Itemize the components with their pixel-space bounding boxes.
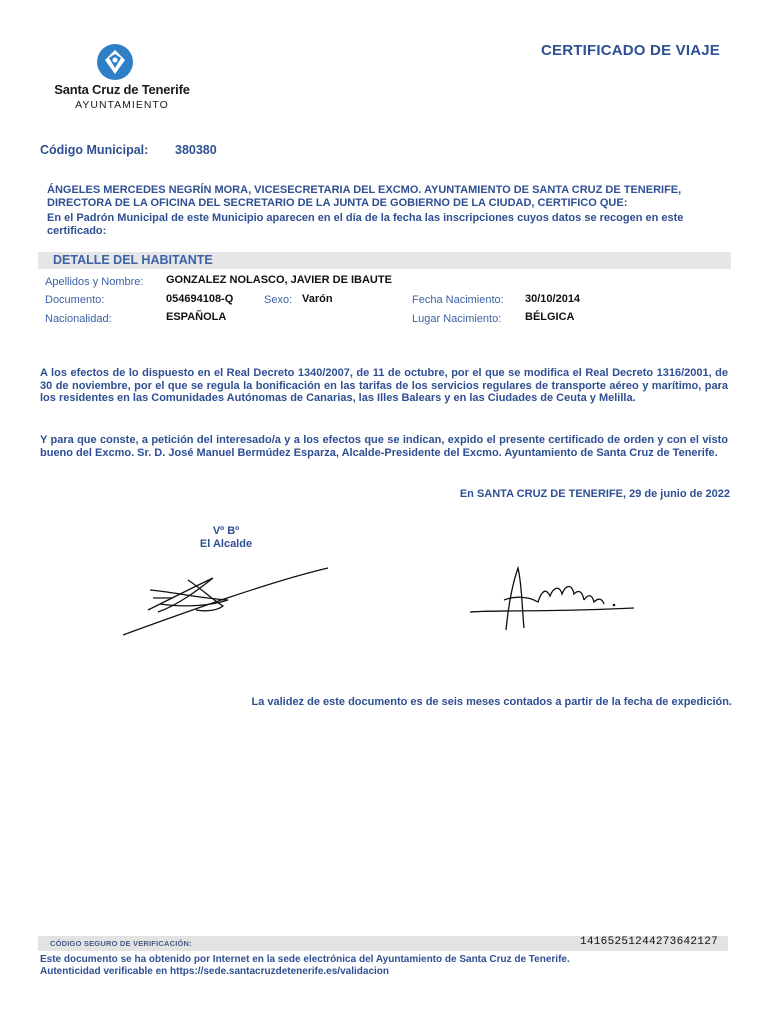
municipal-code-label: Código Municipal: — [40, 143, 149, 157]
nationality-label: Nacionalidad: — [45, 313, 112, 325]
certifier-heading: ÁNGELES MERCEDES NEGRÍN MORA, VICESECRETARIA DEL EXCMO. AYUNTAMIENTO DE SANTA CRUZ DE TENERIFE, DIRECTORA DE LA OFICINA DEL SECRETARIO DE LA JUNTA DE GOBIERNO DE LA CIUDAD, CERTIFICO QUE: — [47, 184, 682, 209]
name-value: GONZALEZ NOLASCO, JAVIER DE IBAUTE — [166, 274, 392, 286]
logo-name: Santa Cruz de Tenerife — [54, 82, 190, 97]
city-logo-text — [47, 82, 197, 111]
birth-date-value: 30/10/2014 — [525, 293, 581, 305]
mayor-approval — [190, 525, 262, 551]
issue-date-line: En SANTA CRUZ DE TENERIFE, 29 de junio de 2022 — [459, 488, 730, 500]
city-logo-icon — [95, 42, 135, 82]
name-label: Apellidos y Nombre: — [45, 276, 144, 288]
document-title: CERTIFICADO DE VIAJE — [540, 42, 720, 59]
verification-code-label: CÓDIGO SEGURO DE VERIFICACIÓN: — [50, 939, 192, 948]
footer-verification-link[interactable]: Autenticidad verificable en https://sede.santacruzdetenerife.es/validacion — [40, 966, 389, 977]
certification-intro: En el Padrón Municipal de este Municipio aparecen en el día de la fecha las inscripciones cuyos datos se recogen en este certificado: — [47, 212, 684, 237]
birth-place-label: Lugar Nacimiento: — [412, 313, 502, 325]
municipal-code-value: 380380 — [175, 143, 217, 157]
validity-notice: La validez de este documento es de seis meses contados a partir de la fecha de expedición. — [251, 696, 732, 708]
document-label: Documento: — [45, 294, 105, 306]
sex-label: Sexo: — [264, 294, 293, 306]
approval-mark: Vº Bº — [212, 525, 240, 537]
document-value: 054694108-Q — [166, 293, 234, 305]
legal-paragraph-issuance: Y para que conste, a petición del interesado/a y a los efectos que se indican, expido el presente certificado de orden y con el visto bueno del Excmo. Sr. D. José Manuel Bermúdez Esparza, Alcalde-Presidente del Excmo. Ayuntamiento de Santa Cruz de Tenerife. — [40, 434, 728, 459]
nationality-value: ESPAÑOLA — [166, 311, 227, 323]
birth-date-label: Fecha Nacimiento: — [412, 294, 504, 306]
sex-value: Varón — [302, 293, 333, 305]
birth-place-value: BÉLGICA — [525, 311, 575, 323]
detail-section-title: DETALLE DEL HABITANTE — [53, 253, 213, 267]
mayor-title: El Alcalde — [199, 538, 253, 550]
verification-code-value: 14165251244273642127 — [579, 936, 718, 948]
secretary-signature — [466, 560, 641, 635]
mayor-signature — [118, 560, 333, 640]
footer-source-note: Este documento se ha obtenido por Internet en la sede electrónica del Ayuntamiento de Santa Cruz de Tenerife. — [40, 954, 570, 965]
legal-paragraph-decree: A los efectos de lo dispuesto en el Real Decreto 1340/2007, de 11 de octubre, por el que se modifica el Real Decreto 1316/2001, de 30 de noviembre, por el que se regula la bonificación en las tarifas de los servicios regulares de transporte aéreo y marítimo, para los residentes en las Comunidades Autónomas de Canarias, las Illes Balears y en las Ciudades de Ceuta y Melilla. — [40, 367, 728, 404]
logo-subtitle: AYUNTAMIENTO — [75, 99, 169, 111]
